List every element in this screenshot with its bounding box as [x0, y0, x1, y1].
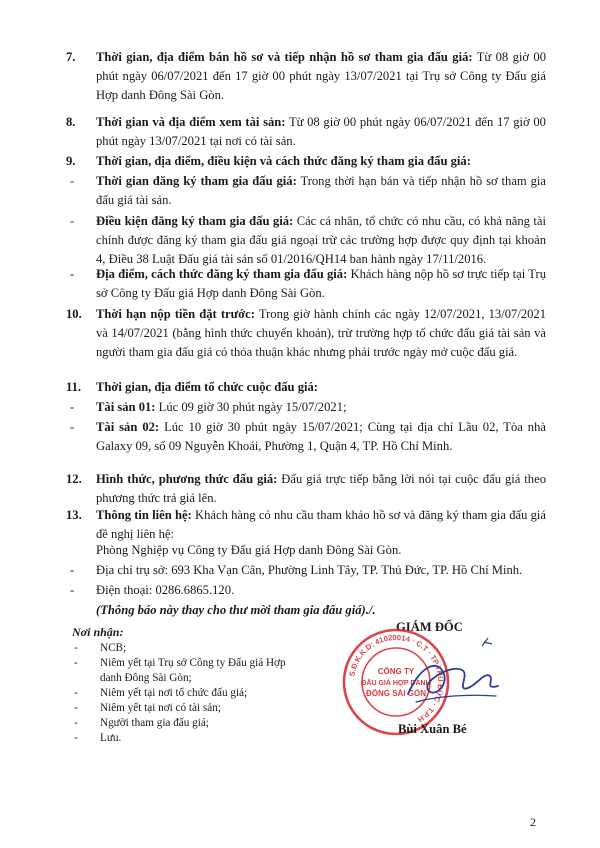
subitem-label: Thời gian đăng ký tham gia đấu giá:: [96, 174, 297, 188]
section-label: Hình thức, phương thức đấu giá:: [96, 472, 278, 486]
svg-text:S.Đ.K.K.D: 41020014 · C.T · TP: S.Đ.K.K.D: 41020014 · C.T · TP.THỦ ĐỨC · T.P.H: [347, 632, 446, 725]
subitem-registration-place: [68, 265, 546, 303]
section-label: Thời gian và địa điểm xem tài sản:: [96, 115, 286, 129]
subitem-label: Địa điểm, cách thức đăng ký tham gia đấu giá:: [96, 267, 348, 281]
section-text: Trong giờ hành chính các ngày 12/07/2021, 13/07/2021 và 14/07/2021 (bằng hình thức chuyển khoản), trừ trường hợp tổ chức đấu giá tài sản và người tham gia đấu giá có thỏa thuận khác nhưng phải trước ngày mở cuộc đấu giá.: [96, 307, 547, 359]
section-number: 12.: [66, 472, 82, 486]
contact-address: [68, 561, 546, 580]
subitem-text: Lúc 09 giờ 30 phút ngày 15/07/2021;: [155, 400, 347, 414]
subitem-asset-02: [68, 418, 546, 456]
section-number: 9.: [66, 154, 76, 168]
section-text: Từ 08 giờ 00 phút ngày 06/07/2021 đến 17 giờ 00 phút ngày 13/07/2021 tại nơi có tài sản.: [96, 115, 546, 148]
contact-phone-text: Điện thoại: 0286.6865.120.: [96, 583, 235, 597]
bullet-dash: -: [70, 400, 75, 414]
section-8: [68, 113, 546, 151]
signer-title: GIÁM ĐỐC: [396, 620, 463, 634]
subitem-text: Các cá nhân, tổ chức có nhu cầu, có khả năng tài chính được đăng ký tham gia đấu giá ngoại trừ các trường hợp được quy định tại khoản 4, Điều 38 Luật Đấu giá tài sản số 01/2016/QH14 ban hành ngày 17/11/2016.: [96, 214, 546, 266]
section-7: [68, 48, 546, 105]
subitem-text: Lúc 10 giờ 30 phút ngày 15/07/2021; Cùng tại địa chỉ Lầu 02, Tòa nhà Galaxy 09, số 09 Nguyễn Khoái, Phường 1, Quận 4, TP. Hồ Chí Minh.: [96, 420, 546, 453]
section-label: Thời gian, địa điểm bán hồ sơ và tiếp nhận hồ sơ tham gia đấu giá:: [96, 50, 473, 64]
section-number: 11.: [66, 380, 82, 394]
closing-note-text: (Thông báo này thay cho thư mời tham gia đấu giá)./.: [96, 603, 376, 617]
section-number: 13.: [66, 508, 82, 522]
signature: [398, 636, 508, 716]
section-number: 10.: [66, 307, 82, 321]
recipient-item: - Niêm yết tại nơi tổ chức đấu giá;: [74, 687, 248, 699]
contact-department-text: Phòng Nghiệp vụ Công ty Đấu giá Hợp danh Đông Sài Gòn.: [96, 543, 402, 557]
recipient-item: - NCB;: [74, 642, 127, 654]
section-12: [68, 470, 546, 508]
subitem-text: Trong thời hạn bán và tiếp nhận hồ sơ tham gia đấu giá tài sản.: [96, 174, 546, 207]
section-text: Từ 08 giờ 00 phút ngày 06/07/2021 đến 17 giờ 00 phút ngày 13/07/2021 tại Trụ sở Công ty Đấu giá Hợp danh Đông Sài Gòn.: [96, 50, 546, 102]
recipient-item: - Lưu.: [74, 732, 122, 744]
signer-name: Bùi Xuân Bé: [398, 722, 467, 736]
section-number: 7.: [66, 50, 76, 64]
bullet-dash: -: [70, 563, 75, 577]
bullet-dash: -: [70, 583, 75, 597]
section-10: [68, 305, 546, 362]
contact-phone: [68, 581, 546, 600]
section-13: [68, 506, 546, 544]
subitem-label: Điều kiện đăng ký tham gia đấu giá:: [96, 214, 294, 228]
section-text: Khách hàng có nhu cầu tham khảo hồ sơ và đăng ký tham gia đấu giá đề nghị liên hệ:: [96, 508, 546, 541]
section-label: Thông tin liên hệ:: [96, 508, 192, 522]
contact-department: [68, 541, 546, 560]
section-number: 8.: [66, 115, 76, 129]
page-number: 2: [530, 815, 536, 829]
section-11: [68, 378, 546, 397]
recipients-title: Nơi nhận:: [72, 625, 124, 639]
recipient-item: - Niêm yết tại nơi có tài sản;: [74, 702, 221, 714]
bullet-dash: -: [70, 174, 75, 188]
subitem-registration-conditions: [68, 212, 546, 269]
section-label: Thời gian, địa điểm, điều kiện và cách thức đăng ký tham gia đấu giá:: [96, 154, 471, 168]
subitem-label: Tài sản 02:: [96, 420, 160, 434]
recipient-item: - Niêm yết tại Trụ sở Công ty Đấu giá Hợp danh Đông Sài Gòn;: [74, 657, 286, 684]
svg-text:CÔNG TY: CÔNG TY: [377, 667, 415, 676]
svg-text:ĐÔNG SÀI GÒN: ĐÔNG SÀI GÒN: [365, 689, 427, 698]
section-label: Thời hạn nộp tiền đặt trước:: [96, 307, 255, 321]
recipient-item: - Người tham gia đấu giá;: [74, 717, 209, 729]
subitem-asset-01: [68, 398, 546, 417]
contact-address-text: Địa chỉ trụ sở: 693 Kha Vạn Cân, Phường Linh Tây, TP. Thủ Đức, TP. Hồ Chí Minh.: [96, 563, 523, 577]
section-label: Thời gian, địa điểm tổ chức cuộc đấu giá:: [96, 380, 318, 394]
subitem-registration-time: [68, 172, 546, 210]
section-9: [68, 152, 546, 171]
svg-text:ĐẤU GIÁ HỢP DANH: ĐẤU GIÁ HỢP DANH: [361, 680, 431, 687]
subitem-text: Khách hàng nộp hồ sơ trực tiếp tại Trụ sở Công ty Đấu giá Hợp danh Đông Sài Gòn.: [96, 267, 546, 300]
bullet-dash: -: [70, 420, 75, 434]
bullet-dash: -: [70, 267, 75, 281]
bullet-dash: -: [70, 214, 75, 228]
closing-note: [68, 601, 546, 620]
section-text: Đấu giá trực tiếp bằng lời nói tại cuộc đấu giá theo phương thức trả giá lên.: [96, 472, 546, 505]
subitem-label: Tài sản 01:: [96, 400, 156, 414]
